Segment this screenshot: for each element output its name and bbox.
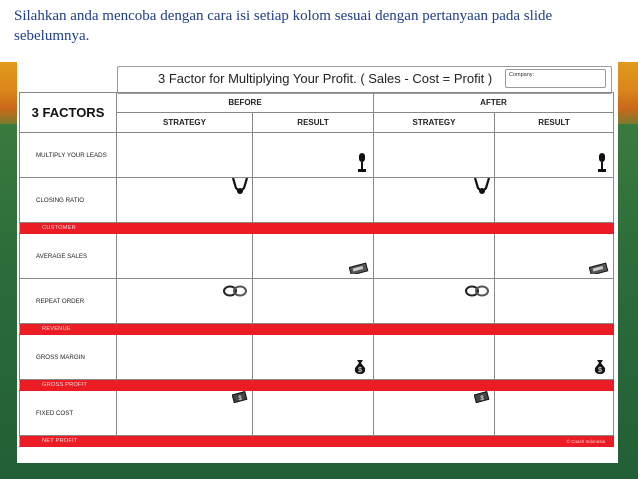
- handshake-icon: [231, 178, 249, 198]
- before-strategy-header: STRATEGY: [117, 113, 253, 133]
- cell-before-result[interactable]: [253, 133, 374, 178]
- row-label-gross-profit: GROSS PROFIT: [20, 380, 117, 391]
- microphone-icon: [357, 153, 367, 173]
- cell-before-result[interactable]: [253, 279, 374, 324]
- cell-after-result[interactable]: [495, 279, 614, 324]
- band-cell: [374, 324, 495, 335]
- cell-before-result[interactable]: [253, 391, 374, 436]
- cell-after-result[interactable]: [495, 335, 614, 380]
- band-cell: [495, 380, 614, 391]
- cell-after-result[interactable]: [495, 178, 614, 223]
- row-label-customer: CUSTOMER: [20, 223, 117, 234]
- microphone-icon: [597, 153, 607, 173]
- intro-text: Silahkan anda mencoba dengan cara isi setiap kolom sesuai dengan pertanyaan pada slide sebelumnya.: [14, 8, 553, 44]
- band-cell: [253, 324, 374, 335]
- cell-after-strategy[interactable]: [374, 335, 495, 380]
- cell-after-result[interactable]: [495, 391, 614, 436]
- money-bag-icon: [353, 359, 367, 375]
- title-bar: [117, 66, 612, 94]
- before-header: BEFORE: [117, 93, 374, 113]
- cell-before-strategy[interactable]: [117, 335, 253, 380]
- cash-icon: [589, 262, 609, 274]
- band-cell: [117, 324, 253, 335]
- rings-icon: [464, 285, 490, 297]
- cell-before-result[interactable]: [253, 234, 374, 279]
- cell-after-strategy[interactable]: [374, 133, 495, 178]
- row-label-average-sales: AVERAGE SALES: [20, 234, 117, 279]
- row-label-gross-margin: GROSS MARGIN: [20, 335, 117, 380]
- svg-text:$: $: [238, 396, 242, 402]
- before-result-header: RESULT: [253, 113, 374, 133]
- svg-text:$: $: [598, 367, 602, 374]
- band-cell: [117, 380, 253, 391]
- row-label-fixed-cost: FIXED COST: [20, 391, 117, 436]
- cell-before-strategy[interactable]: [117, 391, 253, 436]
- cell-after-result[interactable]: [495, 234, 614, 279]
- rings-icon: [222, 285, 248, 297]
- band-cell: [253, 380, 374, 391]
- band-cell: [253, 223, 374, 234]
- factors-table: [19, 92, 614, 447]
- row-label-net-profit: NET PROFIT: [20, 436, 117, 447]
- cash-icon: [232, 391, 248, 403]
- cell-before-strategy[interactable]: [117, 178, 253, 223]
- band-cell: [374, 223, 495, 234]
- band-cell: [374, 436, 495, 447]
- company-field[interactable]: [505, 69, 606, 88]
- cell-after-strategy[interactable]: [374, 178, 495, 223]
- company-label: Company:: [509, 72, 535, 78]
- band-cell: [253, 436, 374, 447]
- worksheet: [17, 62, 618, 463]
- after-result-header: RESULT: [495, 113, 614, 133]
- copyright-text: © Coach Indonesia: [566, 439, 606, 444]
- svg-text:$: $: [358, 367, 362, 374]
- band-cell: [495, 324, 614, 335]
- row-label-repeat-order: REPEAT ORDER: [20, 279, 117, 324]
- cell-after-strategy[interactable]: [374, 234, 495, 279]
- worksheet-title: 3 Factor for Multiplying Your Profit. ( Sales - Cost = Profit ): [158, 71, 493, 86]
- band-cell: [495, 436, 614, 447]
- money-bag-icon: [593, 359, 607, 375]
- cell-before-result[interactable]: [253, 178, 374, 223]
- cell-after-strategy[interactable]: [374, 391, 495, 436]
- row-label-multiply-leads: MULTIPLY YOUR LEADS: [20, 133, 117, 178]
- cell-after-strategy[interactable]: [374, 279, 495, 324]
- band-cell: [495, 223, 614, 234]
- cell-after-result[interactable]: [495, 133, 614, 178]
- row-label-closing-ratio: CLOSING RATIO: [20, 178, 117, 223]
- band-cell: [374, 380, 495, 391]
- after-header: AFTER: [374, 93, 614, 113]
- handshake-icon: [473, 178, 491, 198]
- cell-before-result[interactable]: [253, 335, 374, 380]
- svg-text:$: $: [480, 396, 484, 402]
- band-cell: [117, 436, 253, 447]
- factors-header: 3 FACTORS: [20, 93, 117, 133]
- cash-icon: [474, 391, 490, 403]
- row-label-revenue: REVENUE: [20, 324, 117, 335]
- after-strategy-header: STRATEGY: [374, 113, 495, 133]
- cell-before-strategy[interactable]: [117, 279, 253, 324]
- cash-icon: [349, 262, 369, 274]
- band-cell: [117, 223, 253, 234]
- cell-before-strategy[interactable]: [117, 234, 253, 279]
- cell-before-strategy[interactable]: [117, 133, 253, 178]
